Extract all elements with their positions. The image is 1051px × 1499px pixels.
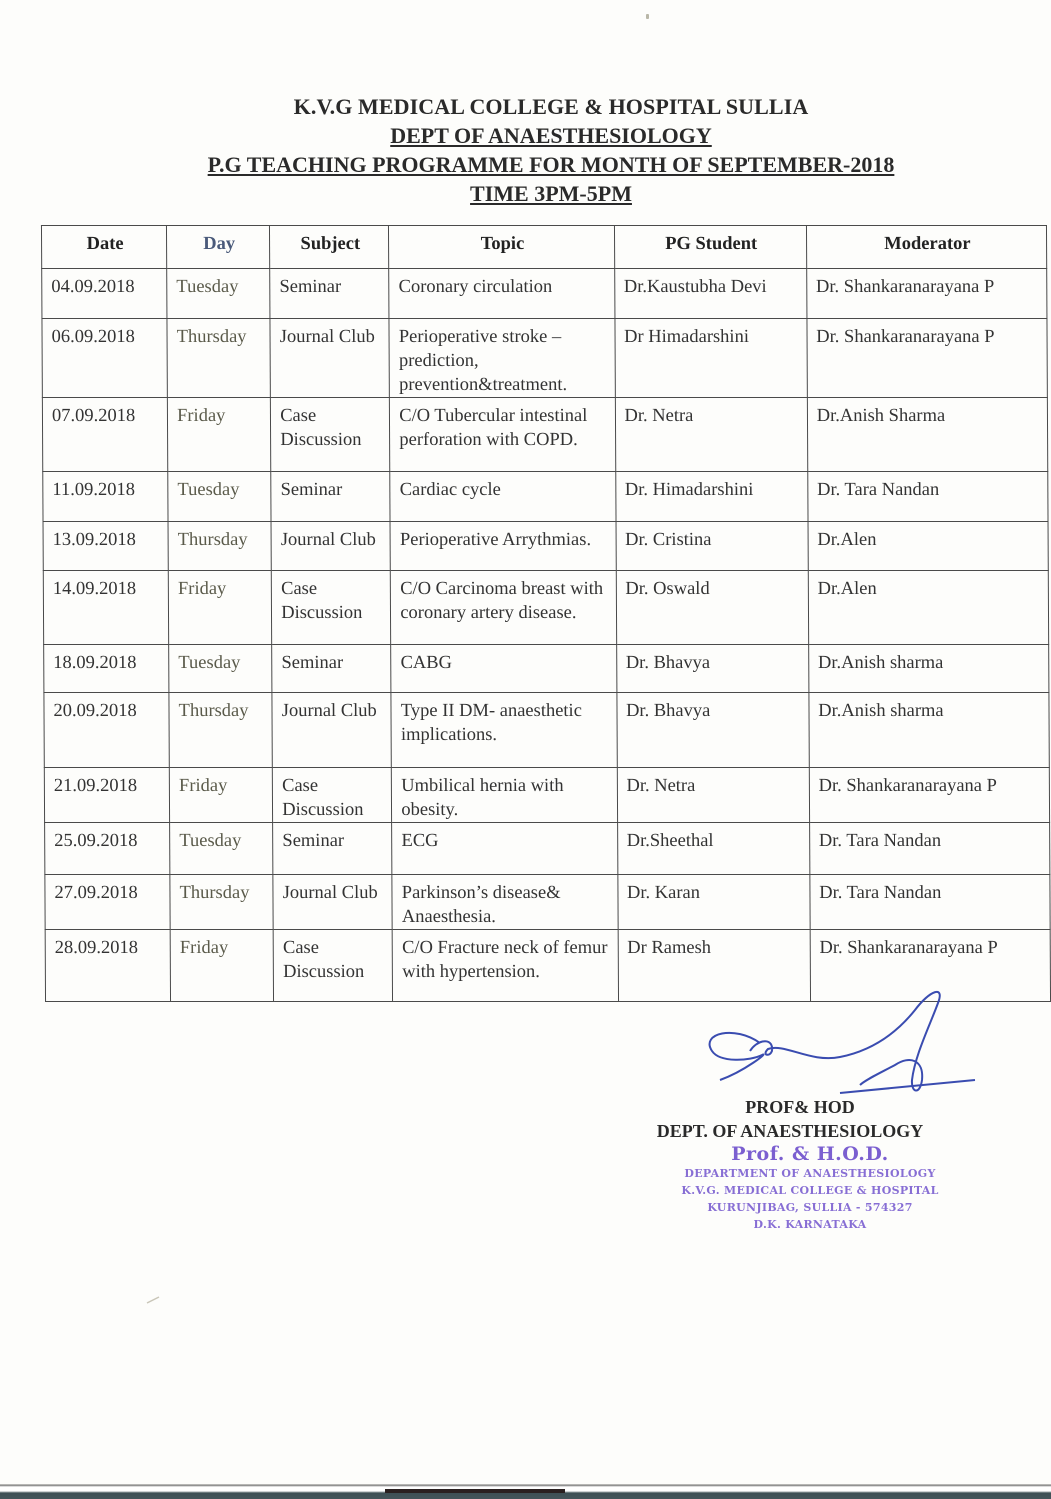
stamp-address: KURUNJIBAG, SULLIA - 574327 [707,1201,913,1214]
stamp-state: D.K. KARNATAKA [753,1218,867,1231]
cell-day: Thursday [169,693,272,768]
cell-pg-student: Dr. Netra [617,768,809,823]
table-row [42,269,1047,319]
cell-date: 20.09.2018 [44,693,170,768]
cell-subject: Journal Club [270,319,390,398]
cell-topic: CABG [391,645,616,693]
column-header-pg-student: PG Student [614,226,806,269]
document-header [0,92,1051,208]
stamp-department: DEPARTMENT OF ANAESTHESIOLOGY [684,1167,936,1180]
table-row [42,319,1047,398]
cell-date: 18.09.2018 [44,645,169,693]
cell-pg-student: Dr.Sheethal [617,823,809,875]
cell-pg-student: Dr.Kaustubha Devi [614,269,806,319]
cell-day: Thursday [167,319,271,398]
cell-moderator: Dr.Anish sharma [808,645,1049,693]
cell-moderator: Dr. Shankaranarayana P [809,768,1050,823]
column-header-day: Day [167,226,270,269]
cell-date: 25.09.2018 [45,823,170,875]
scan-speck [646,14,649,19]
signatory-title: PROF& HOD [745,1097,855,1117]
cell-moderator: Dr.Alen [808,522,1049,571]
cell-day: Tuesday [170,823,273,875]
cell-topic: Perioperative stroke – prediction, prevention&treatment. [389,319,615,398]
table-row [45,875,1050,930]
cell-day: Friday [169,768,272,823]
cell-topic: Parkinson’s disease& Anaesthesia. [392,875,618,930]
cell-moderator: Dr.Anish sharma [809,693,1050,768]
cell-subject: Case Discussion [273,930,392,1002]
cell-day: Thursday [168,522,271,571]
cell-topic: C/O Tubercular intestinal perforation with COPD. [390,398,616,472]
table-row [43,472,1048,522]
cell-day: Thursday [170,875,273,930]
cell-subject: Journal Club [273,875,392,930]
cell-subject: Case Discussion [271,398,390,472]
hod-signature [690,985,990,1100]
cell-moderator: Dr.Anish Sharma [807,398,1048,472]
cell-date: 28.09.2018 [45,930,170,1002]
cell-subject: Journal Club [272,693,392,768]
table-row [43,571,1048,645]
cell-day: Friday [167,398,270,472]
table-row [43,522,1048,571]
cell-topic: Perioperative Arrythmias. [390,522,615,571]
cell-pg-student: Dr. Bhavya [616,693,809,768]
column-header-moderator: Moderator [806,226,1047,269]
cell-topic: Coronary circulation [389,269,614,319]
cell-date: 21.09.2018 [44,768,169,823]
cell-subject: Case Discussion [273,768,392,823]
scan-mark [146,1296,160,1304]
signatory-department: DEPT. OF ANAESTHESIOLOGY [656,1121,924,1141]
stamp-title: Prof. & H.O.D. [731,1143,889,1165]
cell-date: 11.09.2018 [43,472,168,522]
cell-moderator: Dr. Tara Nandan [807,472,1048,522]
cell-topic: C/O Fracture neck of femur with hypertension. [392,930,618,1002]
cell-subject: Journal Club [271,522,390,571]
table-row [45,823,1050,875]
cell-moderator: Dr. Shankaranarayana P [810,930,1051,1002]
cell-date: 04.09.2018 [42,269,167,319]
cell-date: 14.09.2018 [43,571,168,645]
cell-day: Tuesday [169,645,272,693]
cell-moderator: Dr. Shankaranarayana P [807,319,1048,398]
cell-topic: ECG [392,823,617,875]
scan-edge [0,1482,1051,1499]
cell-subject: Seminar [273,823,392,875]
cell-date: 13.09.2018 [43,522,168,571]
cell-date: 06.09.2018 [42,319,168,398]
cell-subject: Case Discussion [271,571,390,645]
cell-day: Tuesday [167,269,270,319]
programme-time: TIME 3PM-5PM [470,181,632,206]
cell-topic: Cardiac cycle [390,472,615,522]
cell-pg-student: Dr. Oswald [616,571,809,645]
column-header-date: Date [41,226,166,269]
cell-subject: Seminar [270,269,389,319]
table-row [44,768,1049,823]
cell-subject: Seminar [272,645,391,693]
cell-pg-student: Dr Himadarshini [614,319,807,398]
column-header-subject: Subject [270,226,389,269]
cell-topic: Umbilical hernia with obesity. [392,768,618,823]
official-stamp [620,1143,1000,1233]
cell-pg-student: Dr Ramesh [618,930,811,1002]
table-row [44,693,1049,768]
programme-title: P.G TEACHING PROGRAMME FOR MONTH OF SEPTEMBER-2018 [207,152,895,177]
cell-day: Friday [168,571,271,645]
cell-pg-student: Dr. Karan [617,875,809,930]
cell-date: 07.09.2018 [42,398,167,472]
cell-day: Tuesday [168,472,271,522]
institution-name: K.V.G MEDICAL COLLEGE & HOSPITAL SULLIA [293,94,809,119]
cell-moderator: Dr. Tara Nandan [809,823,1050,875]
table-header-row [41,226,1046,269]
cell-topic: C/O Carcinoma breast with coronary artery disease. [391,571,617,645]
cell-moderator: Dr. Tara Nandan [810,875,1051,930]
cell-pg-student: Dr. Netra [615,398,808,472]
cell-pg-student: Dr. Himadarshini [615,472,807,522]
cell-pg-student: Dr. Bhavya [616,645,808,693]
cell-day: Friday [170,930,273,1002]
signatory-block [600,1095,980,1143]
cell-moderator: Dr.Alen [808,571,1049,645]
stamp-college: K.V.G. MEDICAL COLLEGE & HOSPITAL [681,1184,939,1197]
column-header-topic: Topic [389,226,614,269]
table-row [44,645,1049,693]
department-name: DEPT OF ANAESTHESIOLOGY [390,123,712,148]
schedule-table [41,225,1051,1002]
cell-date: 27.09.2018 [45,875,170,930]
table-row [42,398,1047,472]
cell-topic: Type II DM- anaesthetic implications. [391,693,617,768]
cell-moderator: Dr. Shankaranarayana P [806,269,1047,319]
cell-subject: Seminar [271,472,390,522]
cell-pg-student: Dr. Cristina [616,522,808,571]
